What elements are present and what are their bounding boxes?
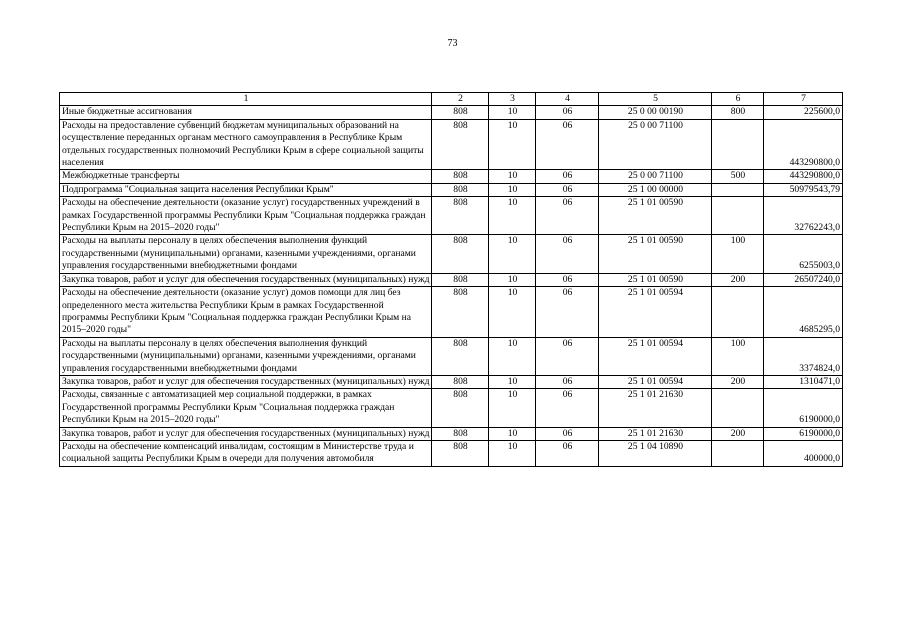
row-ved-cell: 808 [432,427,489,440]
row-ved-cell: 808 [432,375,489,388]
row-sum-cell: 6255003,0 [764,235,843,273]
row-vr-cell: 100 [712,235,764,273]
row-pr-cell: 06 [536,440,599,466]
row-pr-cell: 06 [536,170,599,183]
row-rz-cell: 10 [489,427,536,440]
row-csr-cell: 25 1 01 00594 [599,375,712,388]
row-sum-cell: 6190000,0 [764,389,843,427]
row-ved-cell: 808 [432,287,489,338]
row-ved-cell: 808 [432,183,489,196]
row-ved-cell: 808 [432,273,489,286]
header-cell-rz: 3 [489,93,536,106]
row-name-cell: Межбюджетные трансферты [60,170,432,183]
table-row [60,119,843,170]
table-row [60,170,843,183]
page-number: 73 [447,38,458,49]
row-rz-cell: 10 [489,119,536,170]
budget-table [59,92,843,467]
row-name-cell: Иные бюджетные ассигнования [60,106,432,119]
row-csr-cell: 25 1 01 00594 [599,337,712,375]
row-vr-cell [712,197,764,235]
row-csr-cell: 25 1 01 21630 [599,389,712,427]
row-sum-cell: 443290800,0 [764,170,843,183]
row-csr-cell: 25 1 04 10890 [599,440,712,466]
row-name-cell: Расходы на выплаты персоналу в целях обеспечения выполнения функций государственными (муниципальными) органами, казенными учреждениями, органами управления государственными внебюджетными фондами [60,337,432,375]
row-pr-cell: 06 [536,273,599,286]
row-vr-cell [712,119,764,170]
row-pr-cell: 06 [536,183,599,196]
row-name-cell: Расходы на обеспечение деятельности (оказание услуг) домов помощи для лиц без определенного места жительства Республики Крым в рамках Государственной программы Республики Крым "Социальная поддержка граждан Республики Крым на 2015–2020 годы" [60,287,432,338]
row-sum-cell: 6190000,0 [764,427,843,440]
row-csr-cell: 25 0 00 71100 [599,170,712,183]
row-name-cell: Подпрограмма "Социальная защита населения Республики Крым" [60,183,432,196]
row-csr-cell: 25 1 01 00590 [599,197,712,235]
row-ved-cell: 808 [432,337,489,375]
row-sum-cell: 400000,0 [764,440,843,466]
row-rz-cell: 10 [489,170,536,183]
row-vr-cell: 500 [712,170,764,183]
row-rz-cell: 10 [489,235,536,273]
table-row [60,337,843,375]
row-ved-cell: 808 [432,440,489,466]
row-csr-cell: 25 1 01 00594 [599,287,712,338]
row-vr-cell: 800 [712,106,764,119]
row-ved-cell: 808 [432,119,489,170]
row-pr-cell: 06 [536,197,599,235]
row-pr-cell: 06 [536,287,599,338]
row-vr-cell [712,183,764,196]
row-sum-cell: 26507240,0 [764,273,843,286]
row-pr-cell: 06 [536,119,599,170]
row-sum-cell: 1310471,0 [764,375,843,388]
row-sum-cell: 32762243,0 [764,197,843,235]
row-rz-cell: 10 [489,287,536,338]
table-row [60,287,843,338]
row-name-cell: Расходы на выплаты персоналу в целях обеспечения выполнения функций государственными (муниципальными) органами, казенными учреждениями, органами управления государственными внебюджетными фондами [60,235,432,273]
table-row [60,197,843,235]
row-csr-cell: 25 1 01 00590 [599,235,712,273]
row-csr-cell: 25 0 00 00190 [599,106,712,119]
row-sum-cell: 50979543,79 [764,183,843,196]
row-rz-cell: 10 [489,183,536,196]
header-cell-vr: 6 [712,93,764,106]
row-vr-cell: 200 [712,273,764,286]
row-pr-cell: 06 [536,427,599,440]
row-ved-cell: 808 [432,197,489,235]
header-cell-csr: 5 [599,93,712,106]
row-ved-cell: 808 [432,389,489,427]
row-name-cell: Расходы на обеспечение компенсаций инвалидам, состоящим в Министерстве труда и социальной защиты Республики Крым в очереди для получения автомобиля [60,440,432,466]
row-pr-cell: 06 [536,235,599,273]
row-csr-cell: 25 0 00 71100 [599,119,712,170]
row-rz-cell: 10 [489,389,536,427]
row-vr-cell [712,440,764,466]
row-sum-cell: 443290800,0 [764,119,843,170]
row-sum-cell: 225600,0 [764,106,843,119]
row-ved-cell: 808 [432,235,489,273]
row-rz-cell: 10 [489,106,536,119]
row-name-cell: Закупка товаров, работ и услуг для обеспечения государственных (муниципальных) нужд [60,427,432,440]
row-csr-cell: 25 1 00 00000 [599,183,712,196]
table-row [60,389,843,427]
row-sum-cell: 4685295,0 [764,287,843,338]
header-row [60,93,843,106]
row-ved-cell: 808 [432,170,489,183]
row-csr-cell: 25 1 01 21630 [599,427,712,440]
row-pr-cell: 06 [536,106,599,119]
row-pr-cell: 06 [536,337,599,375]
row-name-cell: Расходы, связанные с автоматизацией мер социальной поддержки, в рамках Государственной программы Республики Крым "Социальная поддержка граждан Республики Крым на 2015–2020 годы" [60,389,432,427]
table-row [60,106,843,119]
row-rz-cell: 10 [489,273,536,286]
row-rz-cell: 10 [489,375,536,388]
row-vr-cell: 200 [712,427,764,440]
header-cell-name: 1 [60,93,432,106]
row-name-cell: Закупка товаров, работ и услуг для обеспечения государственных (муниципальных) нужд [60,273,432,286]
row-rz-cell: 10 [489,337,536,375]
header-cell-pr: 4 [536,93,599,106]
row-vr-cell [712,287,764,338]
row-vr-cell: 200 [712,375,764,388]
table-row [60,273,843,286]
row-rz-cell: 10 [489,197,536,235]
row-pr-cell: 06 [536,389,599,427]
table-row [60,183,843,196]
row-name-cell: Расходы на предоставление субвенций бюджетам муниципальных образований на осуществление переданных органам местного самоуправления в Республике Крым отдельных государственных полномочий Республики Крым в сфере социальной защиты населения [60,119,432,170]
row-sum-cell: 3374824,0 [764,337,843,375]
row-vr-cell: 100 [712,337,764,375]
table-row [60,427,843,440]
header-cell-ved: 2 [432,93,489,106]
row-rz-cell: 10 [489,440,536,466]
table-row [60,440,843,466]
row-name-cell: Закупка товаров, работ и услуг для обеспечения государственных (муниципальных) нужд [60,375,432,388]
row-ved-cell: 808 [432,106,489,119]
row-pr-cell: 06 [536,375,599,388]
row-name-cell: Расходы на обеспечение деятельности (оказание услуг) государственных учреждений в рамках Государственной программы Республики Крым "Социальная поддержка граждан Республики Крым на 2015–2020 годы" [60,197,432,235]
row-csr-cell: 25 1 01 00590 [599,273,712,286]
header-cell-sum: 7 [764,93,843,106]
table-row [60,235,843,273]
table-row [60,375,843,388]
row-vr-cell [712,389,764,427]
